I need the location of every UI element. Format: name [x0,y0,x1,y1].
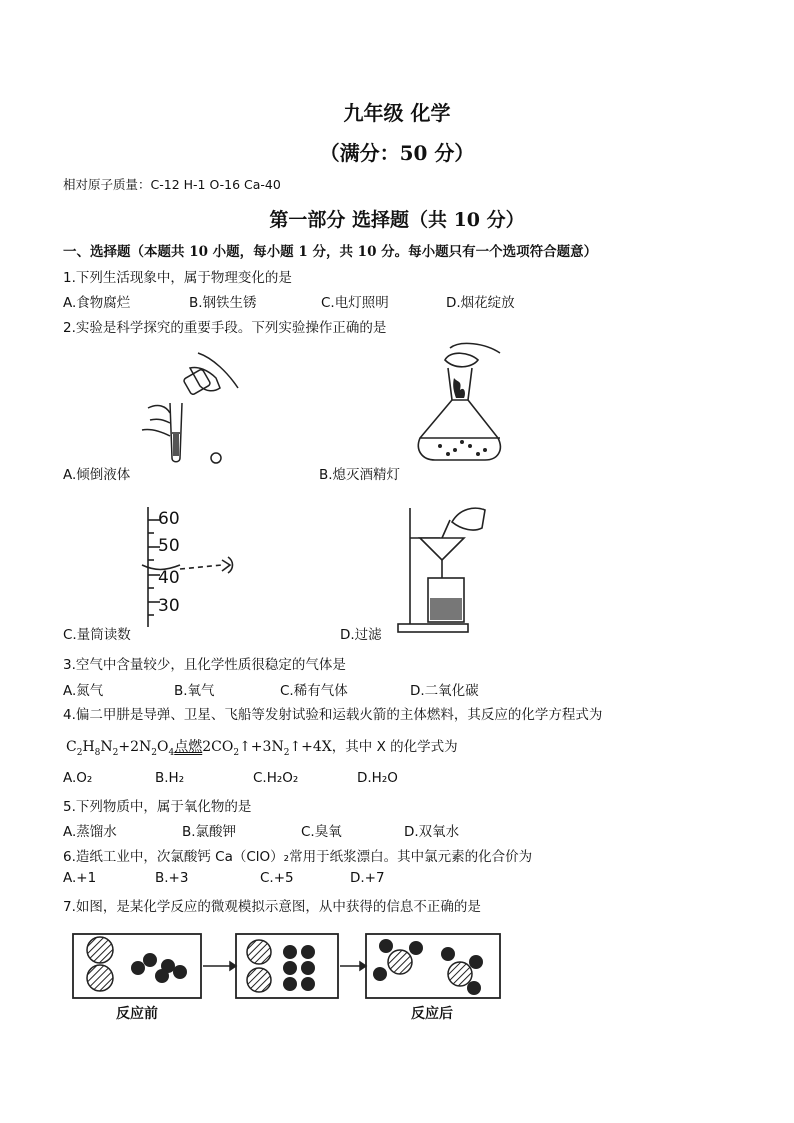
question-3-stem: 3.空气中含量较少，且化学性质很稳定的气体是 [63,657,346,673]
q2-option-a[interactable]: A.倾倒液体 [63,467,131,483]
q1-option-a[interactable]: A.食物腐烂 [63,295,131,311]
question-5-stem: 5.下列物质中，属于氧化物的是 [63,799,252,815]
q6-option-a[interactable]: A.+1 [63,870,97,886]
chemical-equation: $C_2H_8N_2+2N_2O_4$点燃$2CO_2↑+3N_2↑+4X$，其中 X 的化学式为 [66,739,458,758]
question-1-stem: 1.下列生活现象中，属于物理变化的是 [63,270,292,286]
full-score: （满分：50 分） [319,141,475,165]
cylinder-tick-60: 60 [158,509,180,529]
equation-suffix: ，其中 X 的化学式为 [331,739,458,755]
q4-option-d[interactable]: D.H₂O [357,770,398,786]
q4-option-c[interactable]: C.H₂O₂ [253,770,299,786]
q5-option-a[interactable]: A.蒸馏水 [63,824,117,840]
question-7-stem: 7.如图，是某化学反应的微观模拟示意图，从中获得的信息不正确的是 [63,899,481,915]
question-4-stem: 4.偏二甲肼是导弹、卫星、飞船等发射试验和运载火箭的主体燃料，其反应的化学方程式为 [63,707,603,723]
q4-option-b[interactable]: B.H₂ [155,770,185,786]
reaction-diagram [70,928,510,1004]
q3-option-d[interactable]: D.二氧化碳 [410,683,479,699]
q3-option-b[interactable]: B.氧气 [174,683,215,699]
q3-option-a[interactable]: A.氮气 [63,683,104,699]
atomic-masses: 相对原子质量：C-12 H-1 O-16 Ca-40 [63,177,281,192]
q5-option-b[interactable]: B.氯酸钾 [182,824,237,840]
cylinder-tick-40: 40 [158,568,180,588]
reaction-condition: 点燃 [174,739,203,755]
q6-option-d[interactable]: D.+7 [350,870,385,886]
q6-option-c[interactable]: C.+5 [260,870,294,886]
q2-option-b[interactable]: B.熄灭酒精灯 [319,467,401,483]
q3-option-c[interactable]: C.稀有气体 [280,683,348,699]
cylinder-tick-30: 30 [158,596,180,616]
q5-option-c[interactable]: C.臭氧 [301,824,342,840]
q1-option-b[interactable]: B.钢铁生锈 [189,295,257,311]
cylinder-tick-50: 50 [158,536,180,556]
question-2-stem: 2.实验是科学探究的重要手段。下列实验操作正确的是 [63,320,387,336]
filtration-figure [390,498,490,636]
graduated-cylinder-figure [140,505,250,630]
q5-option-d[interactable]: D.双氧水 [404,824,460,840]
part1-instruction: 一、选择题（本题共 10 小题，每小题 1 分，共 10 分。每小题只有一个选项符合题意） [63,244,598,260]
pouring-liquid-figure [128,348,248,466]
q4-option-a[interactable]: A.O₂ [63,770,93,786]
part1-heading: 第一部分 选择题（共 10 分） [269,209,525,231]
q1-option-d[interactable]: D.烟花绽放 [446,295,515,311]
alcohol-lamp-figure [400,338,520,470]
q2-option-d[interactable]: D.过滤 [340,627,382,643]
exam-title: 九年级 化学 [343,101,451,125]
q2-option-c[interactable]: C.量筒读数 [63,627,131,643]
q6-option-b[interactable]: B.+3 [155,870,189,886]
label-before-reaction: 反应前 [116,1006,158,1022]
question-6-stem: 6.造纸工业中，次氯酸钙 Ca（ClO）₂常用于纸浆漂白。其中氯元素的化合价为 [63,849,533,865]
label-after-reaction: 反应后 [411,1006,453,1022]
q1-option-c[interactable]: C.电灯照明 [321,295,389,311]
